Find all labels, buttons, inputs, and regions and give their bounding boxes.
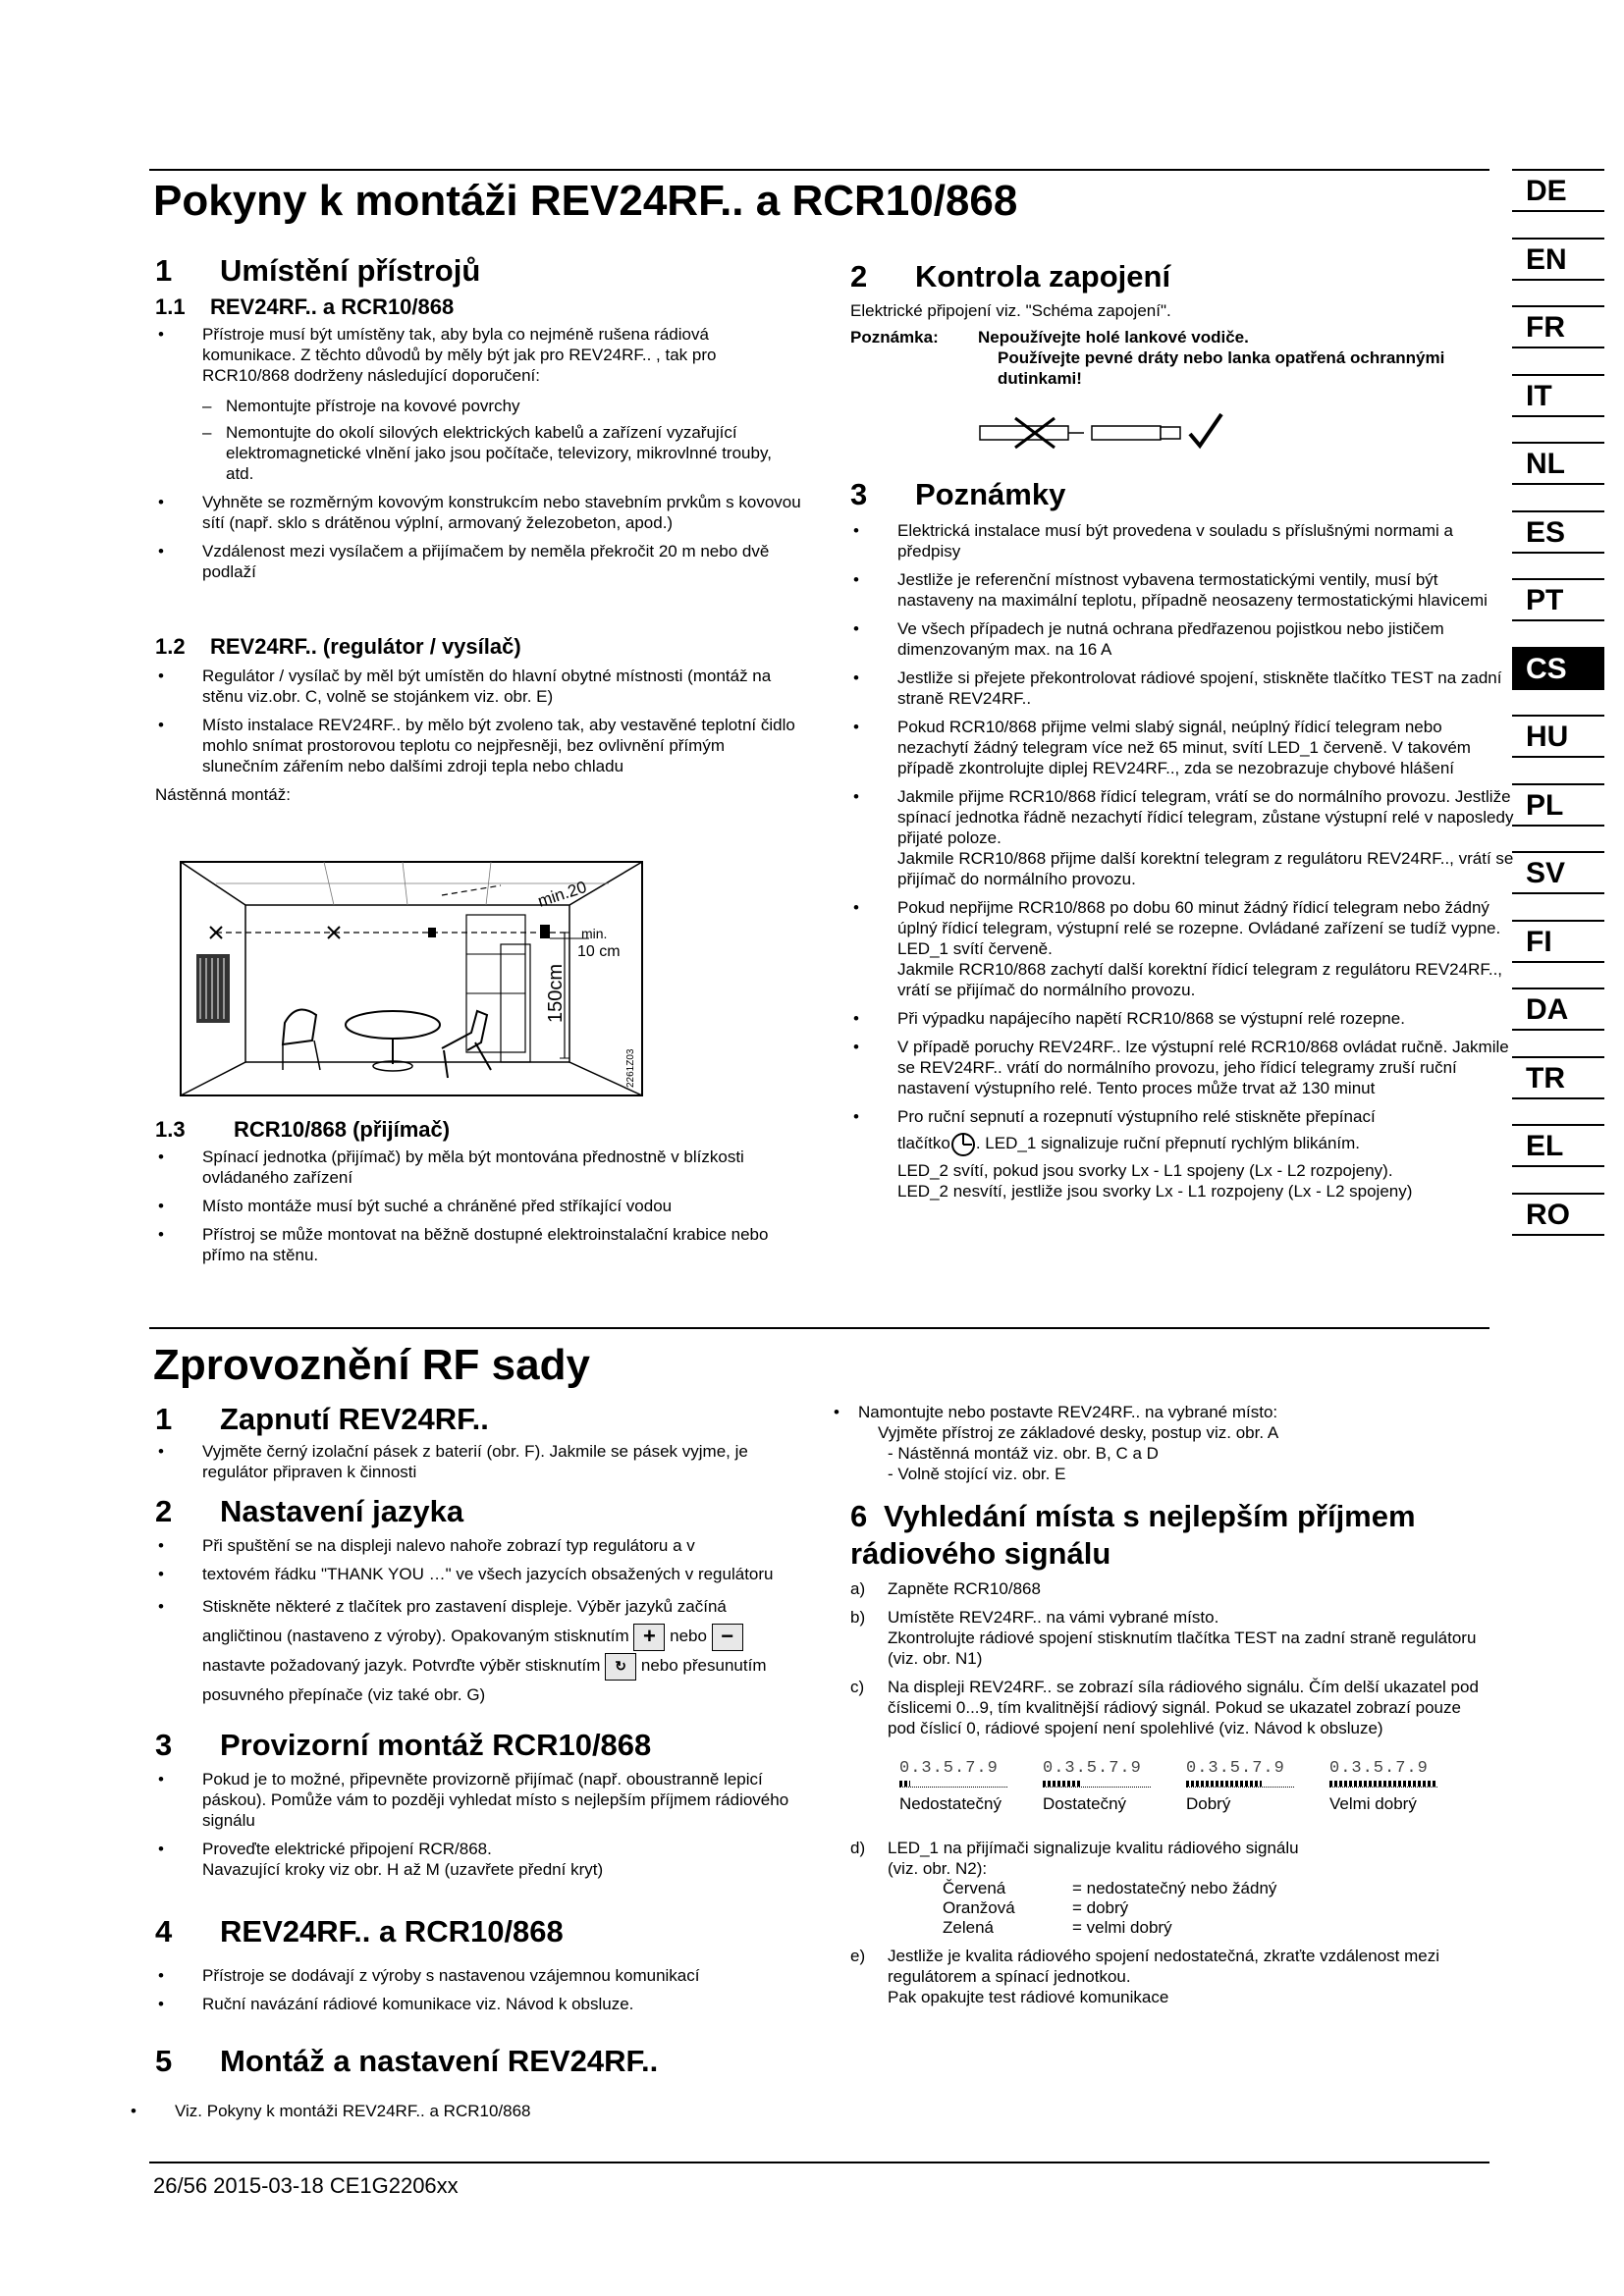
heading-num: 1.3 — [155, 1117, 186, 1142]
s2-section-3-body — [155, 1769, 803, 1888]
led-color-meaning: = nedostatečný nebo žádný — [1072, 1879, 1277, 1897]
language-tab-cs[interactable]: CS — [1512, 647, 1604, 690]
room-illustration — [177, 856, 648, 1101]
section-3-body — [850, 520, 1518, 1209]
led-color-row — [943, 1879, 1288, 1898]
list-item: • Při výpadku napájecího napětí RCR10/868 se výstupní relé rozepne. — [850, 1008, 1518, 1029]
mid-rule — [149, 1327, 1489, 1329]
mount-instructions — [850, 1402, 1498, 1492]
heading-1 — [155, 253, 480, 289]
heading-1-2 — [155, 634, 521, 660]
heading-num: 5 — [155, 2044, 173, 2078]
heading-text: REV24RF.. a RCR10/868 — [210, 294, 455, 319]
s2-section-1-body — [155, 1441, 803, 1490]
fig-label-min: min. — [581, 926, 608, 941]
heading-num: 1.2 — [155, 634, 186, 659]
minus-button-icon: − — [712, 1624, 743, 1651]
heading-s2-4 — [155, 1914, 564, 1949]
page-title: Pokyny k montáži REV24RF.. a RCR10/868 — [153, 177, 1018, 225]
list-item: • Pokud je to možné, připevněte provizorně přijímač (např. oboustranně lepicí páskou). Pomůže vám to později vyhledat místo s nejlepším příjmem rádiového signálu — [155, 1769, 803, 1831]
list-item: • Jakmile přijme RCR10/868 řídicí telegram, vrátí se do normálního provozu. Jestliže spínací jednotka řádně nezachytí řídicí telegram, zůstane výstupní relé v naposledy přijaté poloze. Jakmile RCR10/868 přijme další korektní telegram z regulátoru REV24RF.., vrátí se přijímač do normálního provozu. — [850, 786, 1518, 889]
heading-num: 2 — [155, 1494, 173, 1528]
step-c: c) Na displeji REV24RF.. se zobrazí síla rádiového signálu. Čím delší ukazatel pod číslicemi 0...9, tím kvalitnější rádiový signál. Pokud se ukazatel zobrazí pouze pod číslicí 0, rádiové spojení není spolehlivé (viz. Návod k obsluze) — [850, 1678, 1479, 1737]
language-tab-da[interactable]: DA — [1512, 988, 1604, 1031]
list-item: • Jestliže si přejete překontrolovat rádiové spojení, stiskněte tlačítko TEST na zadní straně REV24RF.. — [850, 667, 1518, 709]
led-color-name: Zelená — [943, 1918, 994, 1937]
signal-level-0 — [899, 1758, 1033, 1814]
list-item: • Stiskněte některé z tlačítek pro zastavení displeje. Výběr jazyků začíná angličtinou (nastaveno z výroby). Opakovaným stisknutím + nebo − nastavte požadovaný jazyk. Potvrďte výběr stisknutím ↻ nebo přesunutím posuvného přepínače (viz také obr. G) — [155, 1592, 803, 1710]
heading-num: 6 — [850, 1499, 868, 1533]
heading-s2-3 — [155, 1728, 651, 1763]
heading-s2-2 — [155, 1494, 463, 1529]
heading-num: 1.1 — [155, 294, 186, 319]
fig-label-10cm: 10 cm — [577, 943, 621, 960]
heading-num: 2 — [850, 259, 868, 294]
wiring-line: Elektrické připojení viz. "Schéma zapojení". — [850, 301, 1171, 320]
list-item: • Jestliže je referenční místnost vybavena termostatickými ventily, musí být nastaveny na maximální teplotu, případně neosazeny termostatickými hlavicemi — [850, 569, 1518, 611]
list-item: • Spínací jednotka (přijímač) by měla být montována přednostně v blízkosti ovládaného zařízení — [155, 1147, 803, 1188]
signal-bar — [1186, 1781, 1262, 1787]
list-item: • Proveďte elektrické připojení RCR/868. Navazující kroky viz obr. H až M (uzavřete přední kryt) — [155, 1839, 803, 1880]
note-label: Poznámka: — [850, 328, 939, 347]
led-color-row — [943, 1898, 1288, 1918]
language-tab-fi[interactable]: FI — [1512, 920, 1604, 963]
step-b: b) Umístěte REV24RF.. na vámi vybrané místo. Zkontrolujte rádiové spojení stisknutím tlačítka TEST na zadní straně regulátoru (viz. obr. N1) — [850, 1608, 1477, 1668]
wire-ferrule-illustration — [976, 410, 1231, 459]
signal-level-3 — [1329, 1758, 1463, 1814]
heading-num: 4 — [155, 1914, 173, 1949]
language-tab-fr[interactable]: FR — [1512, 305, 1604, 348]
heading-text: RCR10/868 (přijímač) — [234, 1117, 451, 1142]
heading-s2-5 — [155, 2044, 658, 2079]
section-1-3-body — [155, 1147, 803, 1273]
heading-num: 1 — [155, 1402, 173, 1436]
signal-digits: 0.3.5.7.9 — [899, 1759, 999, 1778]
led-color-name: Oranžová — [943, 1898, 1015, 1917]
heading-1-3 — [155, 1117, 450, 1143]
list-item: • Pokud nepřijme RCR10/868 po dobu 60 minut žádný řídicí telegram nebo žádný úplný řídicí telegram, výstupní relé se rozepne. Ovládané zařízení se tudíž vypne. LED_1 svítí červeně. Jakmile RCR10/868 zachytí další korektní řídicí telegram z regulátoru REV24RF.., vrátí se přijímač do normálního provozu. — [850, 897, 1518, 1000]
list-item: • textovém řádku "THANK YOU …" ve všech jazycích obsažených v regulátoru — [155, 1564, 803, 1584]
confirm-button-icon: ↻ — [605, 1653, 636, 1681]
signal-strength-row — [850, 1758, 1479, 1814]
toggle-button-icon — [950, 1132, 976, 1157]
heading-s2-6 — [850, 1498, 1498, 1573]
bottom-rule — [149, 2162, 1489, 2163]
list-item: • Přístroje se dodávají z výroby s nastavenou vzájemnou komunikací — [155, 1965, 803, 1986]
list-item: • Ruční navázání rádiové komunikace viz. Návod k obsluze. — [155, 1994, 803, 2014]
signal-bar-track — [1329, 1781, 1437, 1788]
list-item: • Ve všech případech je nutná ochrana předřazenou pojistkou nebo jističem dimenzovaným max. na 16 A — [850, 618, 1518, 660]
heading-text: REV24RF.. (regulátor / vysílač) — [210, 634, 521, 659]
s2-section-2-body — [155, 1535, 803, 1718]
heading-1-1 — [155, 294, 454, 320]
step-d: d) LED_1 na přijímači signalizuje kvalitu rádiového signálu (viz. obr. N2): Červená = nedostatečný nebo žádný Oranžová = dobrý Zelená = velmi dobrý — [850, 1839, 1299, 1937]
heading-num: 3 — [850, 477, 868, 511]
signal-bar-track — [1186, 1781, 1294, 1788]
s2-section-5-body — [155, 2101, 803, 2129]
led-color-row — [943, 1918, 1288, 1938]
signal-bar — [1043, 1781, 1081, 1787]
language-tab-en[interactable]: EN — [1512, 238, 1604, 281]
list-item: • Regulátor / vysílač by měl být umístěn do hlavní obytné místnosti (montáž na stěnu viz.obr. C, volně se stojánkem viz. obr. E) — [155, 666, 803, 707]
fig-label-min20: min.20 — [535, 877, 589, 911]
heading-text: Zapnutí REV24RF.. — [220, 1402, 489, 1436]
heading-text: Montáž a nastavení REV24RF.. — [220, 2044, 659, 2078]
signal-digits: 0.3.5.7.9 — [1186, 1759, 1285, 1778]
step-e: e) Jestliže je kvalita rádiového spojení nedostatečná, zkraťte vzdálenost mezi regulátorem a spínací jednotkou. Pak opakujte test rádiové komunikace — [850, 1947, 1440, 2006]
language-tab-pl[interactable]: PL — [1512, 783, 1604, 827]
section-1-2-body — [155, 666, 803, 805]
heading-text: Nastavení jazyka — [220, 1494, 464, 1528]
signal-label: Dostatečný — [1043, 1794, 1127, 1813]
list-item: • Při spuštění se na displeji nalevo nahoře zobrazí typ regulátoru a v — [155, 1535, 803, 1556]
list-item: • V případě poruchy REV24RF.. lze výstupní relé RCR10/868 ovládat ručně. Jakmile se REV24RF.. vrátí do normálního provozu, jeho řídicí telegramy zruší ruční nastavení výstupního relé. Tento proces může trvat až 130 minut — [850, 1037, 1518, 1098]
section-2-body — [850, 300, 1498, 389]
heading-2 — [850, 259, 1170, 294]
list-item: • Místo montáže musí být suché a chráněné před stříkající vodou — [155, 1196, 803, 1216]
list-item: – Nemontujte přístroje na kovové povrchy — [202, 396, 803, 416]
heading-text: Umístění přístrojů — [220, 253, 481, 288]
note-line-2: Používejte pevné dráty nebo lanka opatřená ochrannými dutinkami! — [998, 348, 1445, 388]
signal-level-2 — [1186, 1758, 1320, 1814]
footer: 26/56 2015-03-18 CE1G2206xx — [153, 2173, 459, 2198]
heading-num: 1 — [155, 253, 173, 288]
signal-digits: 0.3.5.7.9 — [1043, 1759, 1142, 1778]
s2-section-4-body — [155, 1965, 803, 2022]
language-tab-hu[interactable]: HU — [1512, 715, 1604, 758]
language-tab-it[interactable]: IT — [1512, 374, 1604, 417]
led-color-meaning: = velmi dobrý — [1072, 1918, 1172, 1937]
section-1-1-body — [155, 324, 803, 590]
wall-mount-label: Nástěnná montáž: — [155, 785, 291, 804]
signal-digits: 0.3.5.7.9 — [1329, 1759, 1429, 1778]
language-tab-nl[interactable]: NL — [1512, 442, 1604, 485]
signal-bar-track — [1043, 1781, 1151, 1788]
signal-bar — [1329, 1781, 1437, 1787]
language-tab-tr[interactable]: TR — [1512, 1056, 1604, 1099]
signal-label: Dobrý — [1186, 1794, 1231, 1813]
signal-bar — [899, 1781, 910, 1787]
fig-code: 2261Z03 — [625, 1048, 636, 1088]
plus-button-icon: + — [633, 1624, 665, 1651]
heading-text: Kontrola zapojení — [915, 259, 1171, 294]
fig-label-150cm: 150cm — [545, 963, 567, 1023]
heading-text: Vyhledání místa s nejlepším příjmem rádiového signálu — [850, 1499, 1416, 1571]
heading-text: REV24RF.. a RCR10/868 — [220, 1914, 564, 1949]
led-color-meaning: = dobrý — [1072, 1898, 1129, 1917]
note-line-1: Nepoužívejte holé lankové vodiče. — [978, 328, 1249, 347]
list-item: – Nemontujte do okolí silových elektrických kabelů a zařízení vyzařující elektromagnetické vlnění jako jsou počítače, televizory, mikrovlnné trouby, atd. — [202, 422, 803, 484]
signal-level-1 — [1043, 1758, 1176, 1814]
s2-section-6-body — [850, 1578, 1479, 2015]
step-a: a) Zapněte RCR10/868 — [850, 1579, 1041, 1598]
heading-s2-1 — [155, 1402, 489, 1437]
list-item: • Viz. Pokyny k montáži REV24RF.. a RCR10/868 — [128, 2101, 803, 2121]
heading-text: Poznámky — [915, 477, 1066, 511]
led-color-name: Červená — [943, 1879, 1006, 1897]
language-tab-el[interactable]: EL — [1512, 1124, 1604, 1167]
list-item: • Místo instalace REV24RF.. by mělo být zvoleno tak, aby vestavěné teplotní čidlo mohlo snímat prostorovou teplotu co nejpřesněji, bez ovlivnění přímým slunečním zářením nebo dalšími zdroji tepla nebo chladu — [155, 715, 803, 776]
signal-label: Velmi dobrý — [1329, 1794, 1417, 1813]
list-item: • Vyhněte se rozměrným kovovým konstrukcím nebo stavebním prvkům s kovovou sítí (např. sklo s drátěnou výplní, armovaný železobeton, apod.) — [155, 492, 803, 533]
list-item: • Namontujte nebo postavte REV24RF.. na vybrané místo: Vyjměte přístroj ze základové desky, postup viz. obr. A - Nástěnná montáž viz. obr. B, C a D - Volně stojící viz. obr. E — [831, 1402, 1498, 1484]
language-tab-es[interactable]: ES — [1512, 510, 1604, 554]
list-item: • Pro ruční sepnutí a rozepnutí výstupního relé stiskněte přepínací tlačítko . LED_1 signalizuje ruční přepnutí rychlým blikáním. LED_2 svítí, pokud jsou svorky Lx - L1 spojeny (Lx - L2 rozpojeny). LED_2 nesvítí, jestliže jsou svorky Lx - L1 rozpojeny (Lx - L2 spojeny) — [850, 1106, 1518, 1201]
list-item: • Vyjměte černý izolační pásek z baterií (obr. F). Jakmile se pásek vyjme, je regulátor připraven k činnosti — [155, 1441, 803, 1482]
language-tab-pt[interactable]: PT — [1512, 578, 1604, 621]
heading-num: 3 — [155, 1728, 173, 1762]
top-rule — [149, 169, 1489, 171]
language-tab-ro[interactable]: RO — [1512, 1193, 1604, 1236]
list-item: • Přístroje musí být umístěny tak, aby byla co nejméně rušena rádiová komunikace. Z těchto důvodů by měly být jak pro REV24RF.. , tak pro RCR10/868 dodrženy následující doporučení: – Nemontujte přístroje na kovové povrchy – Nemontujte do okolí silových elektrických kabelů a zařízení vyzařující elektromagnetické vlnění jako jsou počítače, televizory, mikrovlnné trouby, atd. — [155, 324, 803, 484]
list-item: • Vzdálenost mezi vysílačem a přijímačem by neměla překročit 20 m nebo dvě podlaží — [155, 541, 803, 582]
list-item: • Přístroj se může montovat na běžně dostupné elektroinstalační krabice nebo přímo na stěnu. — [155, 1224, 803, 1265]
list-item: • Pokud RCR10/868 přijme velmi slabý signál, neúplný řídicí telegram nebo nezachytí žádný telegram více než 65 minut, svítí LED_1 červeně. V takovém případě zkontrolujte diplej REV24RF.., zda se nezobrazuje chybové hlášení — [850, 717, 1518, 778]
heading-3 — [850, 477, 1065, 512]
led-color-table — [943, 1879, 1288, 1938]
list-item: • Elektrická instalace musí být provedena v souladu s příslušnými normami a předpisy — [850, 520, 1518, 561]
language-tab-sv[interactable]: SV — [1512, 851, 1604, 894]
signal-bar-track — [899, 1781, 1007, 1788]
language-tab-de[interactable]: DE — [1512, 169, 1604, 212]
signal-label: Nedostatečný — [899, 1794, 1001, 1813]
heading-text: Provizorní montáž RCR10/868 — [220, 1728, 652, 1762]
section-title: Zprovoznění RF sady — [153, 1341, 590, 1389]
